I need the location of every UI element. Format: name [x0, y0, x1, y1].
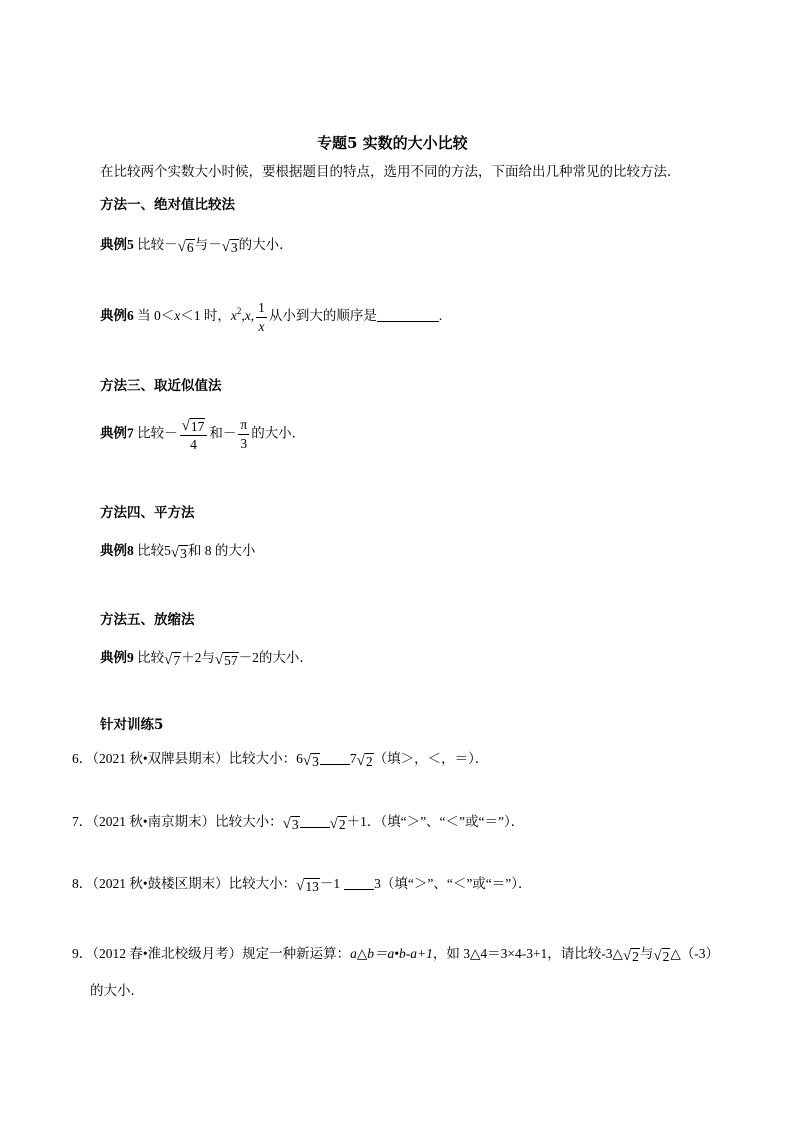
method1-heading: 方法一、绝对值比较法 [100, 197, 235, 213]
question-6: 6．（2021 秋•双牌县期末）比较大小：6 √ 3 7 √ 2 （填＞，＜，＝）． [72, 751, 489, 769]
question-9: 9．（2012 春•淮北校级月考）规定一种新运算：a△b＝a•b-a+1，如 3△4＝3×4-3+1，请比较-3△ √ 2 与 √ 2 △（-3） [72, 946, 720, 964]
page-title: 专题5 实数的大小比较 [317, 134, 468, 152]
training-heading: 针对训练5 [100, 717, 164, 733]
example5-label: 典例5 [100, 237, 134, 252]
example5: 典例5 比较－ √ 6 与－ √ 3 的大小． [100, 237, 293, 255]
sqrt-3: √ 3 [302, 753, 319, 769]
sqrt-6: √ 6 [177, 239, 194, 255]
question-8: 8．（2021 秋•鼓楼区期末）比较大小： √ 13 －1 3（填“＞”、“＜”或“＝”）． [72, 876, 532, 894]
fraction-pi-over-3: $\frac{\pi}{3}$ [240, 417, 248, 451]
method5-heading: 方法五、放缩法 [100, 612, 195, 628]
example9-label: 典例9 [100, 650, 134, 665]
sqrt-7: √ 7 [164, 652, 181, 668]
example8: 典例8 比较5 √ 3 和 8 的大小 [100, 543, 256, 561]
sqrt-3: √ 3 [282, 816, 299, 832]
answer-blank [377, 309, 439, 322]
sqrt-3: √ 3 [221, 239, 238, 255]
answer-blank [300, 815, 330, 828]
answer-blank [344, 877, 374, 890]
sqrt-2: √ 2 [356, 753, 373, 769]
fraction-1-over-x: $\frac{1}{x}$ [258, 300, 265, 334]
example9: 典例9 比较 √ 7 ＋2与 √ 57 －2的大小． [100, 650, 313, 668]
question-9-continued: 的大小． [90, 983, 144, 998]
sqrt-2: √ 2 [329, 816, 346, 832]
sqrt-2: √ 2 [653, 948, 670, 964]
method4-heading: 方法四、平方法 [100, 505, 195, 521]
example6-label: 典例6 [100, 308, 134, 324]
example8-label: 典例8 [100, 543, 134, 558]
answer-blank [320, 752, 350, 765]
sqrt-3: √ 3 [170, 545, 187, 561]
intro-paragraph: 在比较两个实数大小时候，要根据题目的特点，选用不同的方法，下面给出几种常见的比较方法． [100, 164, 681, 180]
fraction-sqrt17-over-4: √ 17 4 [180, 416, 208, 453]
method3-heading: 方法三、取近似值法 [100, 378, 222, 394]
sqrt-57: √ 57 [214, 652, 238, 668]
example7: 典例7 比较－ √ 17 4 和－ $\frac{\pi}{3}$ 的大小． [100, 417, 306, 452]
example6: 典例6 当 0＜x＜1 时，$x^2,x$, $\frac{1}{x}$ 从小到大的顺序是 . [100, 300, 443, 334]
sqrt-2: √ 2 [622, 948, 639, 964]
question-7: 7．（2021 秋•南京期末）比较大小： √ 3 √ 2 ＋1．（填“＞”、“＜”或“＝”）． [72, 814, 525, 832]
example7-label: 典例7 [100, 425, 134, 441]
sqrt-13: √ 13 [296, 878, 319, 894]
